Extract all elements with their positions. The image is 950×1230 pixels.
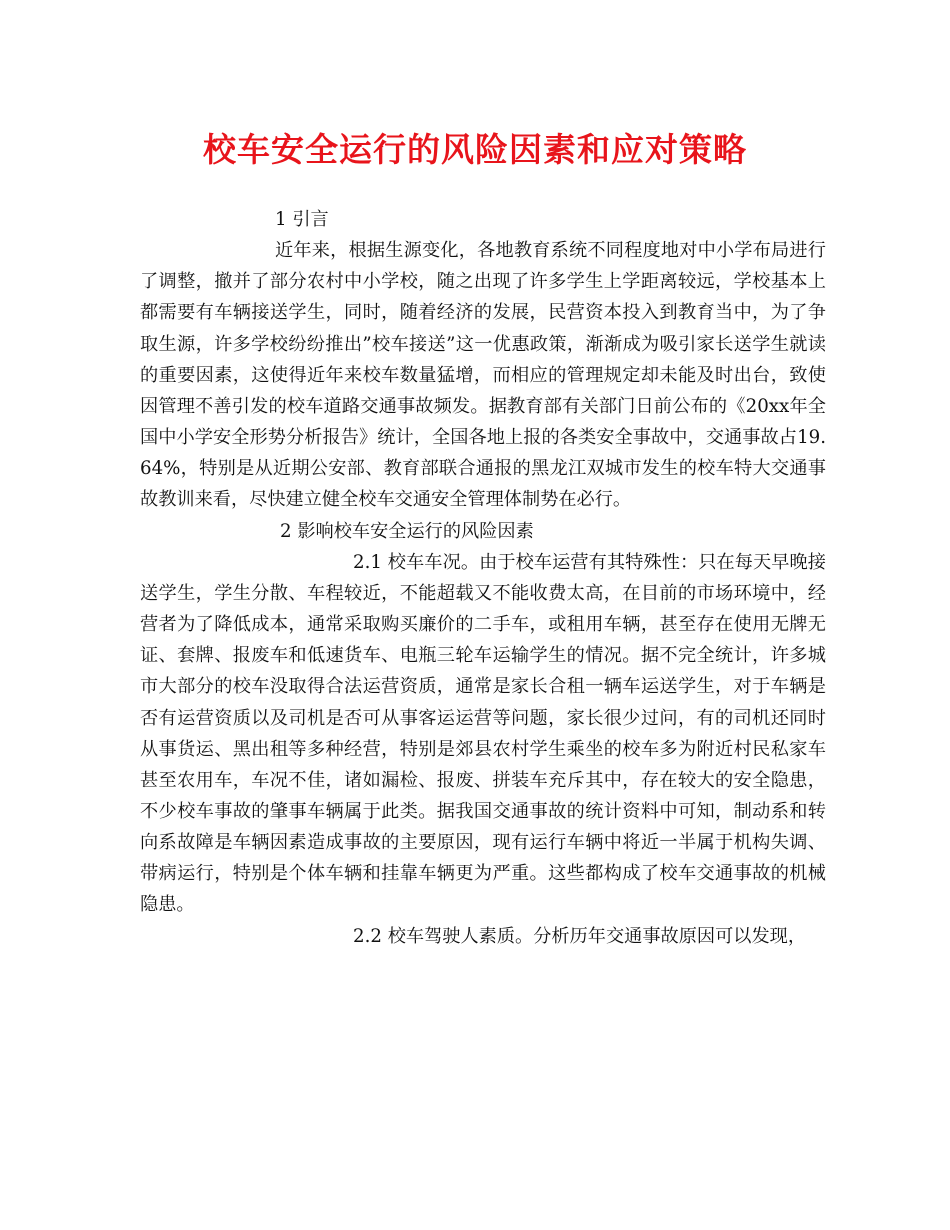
driver-quality-paragraph: 2.2 校车驾驶人素质。分析历年交通事故原因可以发现， (353, 925, 807, 947)
section-heading-risk-factors: 2 影响校车安全运行的风险因素 (280, 520, 534, 542)
document-title: 校车安全运行的风险因素和应对策略 (203, 130, 747, 169)
document-body (140, 204, 826, 952)
section-heading-introduction: 1 引言 (275, 209, 329, 230)
introduction-paragraph: 近年来，根据生源变化，各地教育系统不同程度地对中小学布局进行了调整，撤并了部分农村中小学校，随之出现了许多学生上学距离较远，学校基本上都需要有车辆接送学生，同时，随着经济的发展，民营资本投入到教育当中，为了争取生源，许多学校纷纷推出”校车接送”这一优惠政策，渐渐成为吸引家长送学生就读的重要因素，这使得近年来校车数量猛增，而相应的管理规定却未能及时出台，致使因管理不善引发的校车道路交通事故频发。据教育部有关部门日前公布的《20xx年全国中小学安全形势分析报告》统计，全国各地上报的各类安全事故中，交通事故占19.64%，特别是从近期公安部、教育部联合通报的黑龙江双城市发生的校车特大交通事故教训来看，尽快建立健全校车交通安全管理体制势在必行。 (140, 240, 826, 511)
vehicle-condition-paragraph: 2.1 校车车况。由于校车运营有其特殊性：只在每天早晚接送学生，学生分散、车程较近，不能超载又不能收费太高，在目前的市场环境中，经营者为了降低成本，通常采取购买廉价的二手车，或租用车辆，甚至存在使用无牌无证、套牌、报废车和低速货车、电瓶三轮车运输学生的情况。据不完全统计，许多城市大部分的校车没取得合法运营资质，通常是家长合租一辆车运送学生，对于车辆是否有运营资质以及司机是否可从事客运运营等问题，家长很少过问，有的司机还同时从事货运、黑出租等多种经营，特别是郊县农村学生乘坐的校车多为附近村民私家车甚至农用车，车况不佳，诸如漏检、报废、拼装车充斥其中，存在较大的安全隐患，不少校车事故的肇事车辆属于此类。据我国交通事故的统计资料中可知，制动系和转向系故障是车辆因素造成事故的主要原因，现有运行车辆中将近一半属于机构失调、带病运行，特别是个体车辆和挂靠车辆更为严重。这些都构成了校车交通事故的机械隐患。 (140, 551, 826, 916)
